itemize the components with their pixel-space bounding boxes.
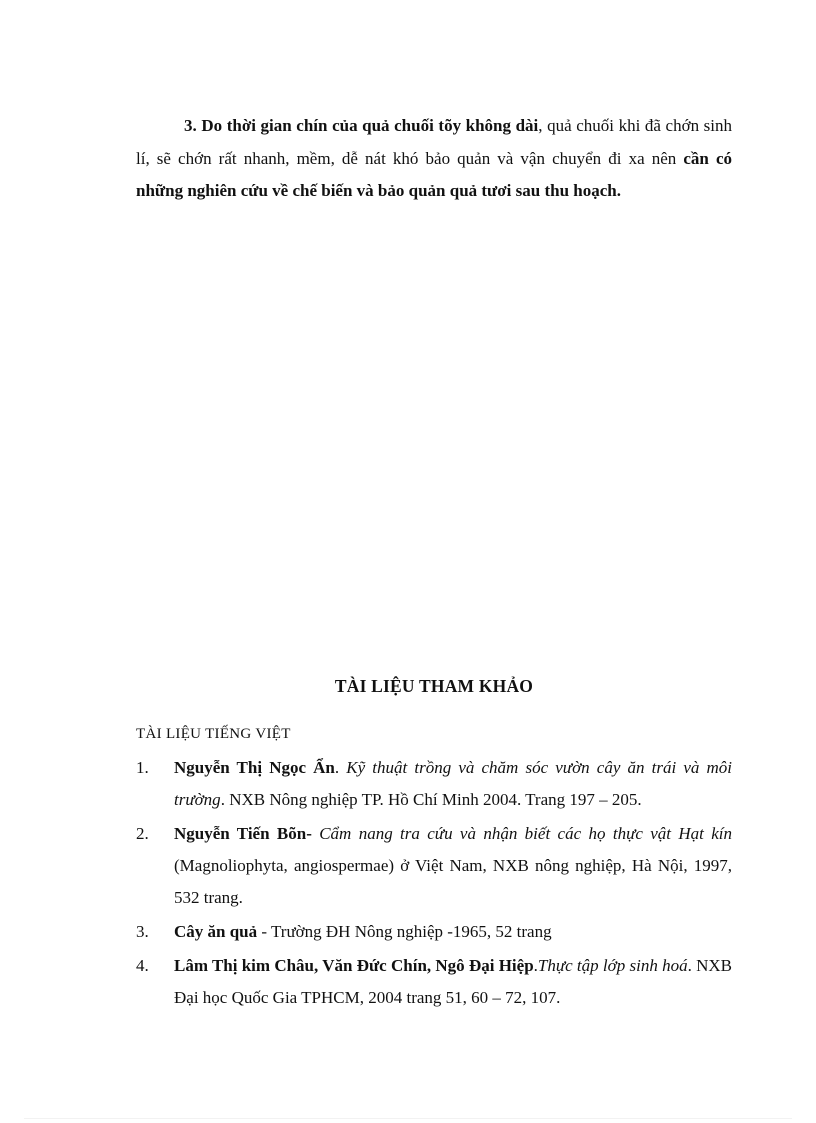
references-section-label: TÀI LIỆU TIẾNG VIỆT xyxy=(136,726,291,742)
reference-title: Cẩm nang tra cứu và nhận biết các họ thực vật Hạt kín xyxy=(319,824,732,843)
reference-item xyxy=(136,752,732,816)
paragraph-bold-lead: Do thời gian chín của quả chuối tõy không dài xyxy=(201,116,539,135)
references-title: TÀI LIỆU THAM KHẢO xyxy=(334,676,534,696)
conclusion-paragraph xyxy=(136,110,732,208)
reference-number: 3. xyxy=(136,922,149,941)
reference-separator: . xyxy=(334,758,347,777)
reference-author: Cây ăn quả xyxy=(174,922,258,941)
reference-separator: . xyxy=(533,956,538,975)
reference-details: . NXB Đại học Quốc Gia TPHCM, 2004 trang 51, 60 – 72, 107. xyxy=(174,956,732,1007)
reference-item xyxy=(136,950,732,1014)
reference-item xyxy=(136,916,732,948)
reference-author: Nguyễn Thị Ngọc Ẩn xyxy=(174,758,335,777)
reference-details: (Magnoliophyta, angiospermae) ở Việt Nam, NXB nông nghiệp, Hà Nội, 1997, 532 trang. xyxy=(174,856,732,907)
reference-list xyxy=(136,752,732,1016)
paragraph-text: , quả chuối khi đã chớn sinh lí, sẽ chớn rất nhanh, mềm, dễ nát khó bảo quản và vận chuyển đi xa nên xyxy=(136,116,732,168)
reference-number: 2. xyxy=(136,824,149,843)
reference-title: Kỹ thuật trồng và chăm sóc vườn cây ăn trái và môi trường xyxy=(174,758,733,809)
reference-author: Lâm Thị kim Châu, Văn Đức Chín, Ngô Đại Hiệp xyxy=(174,956,534,975)
reference-item xyxy=(136,818,732,914)
reference-number: 4. xyxy=(136,956,149,975)
reference-details: . NXB Nông nghiệp TP. Hồ Chí Minh 2004. Trang 197 – 205. xyxy=(220,790,642,809)
reference-title: Thực tập lớp sinh hoá xyxy=(537,956,688,975)
paragraph-bold-tail: cần có những nghiên cứu về chế biến và bảo quản quả tươi sau thu hoạch. xyxy=(136,148,732,200)
reference-number: 1. xyxy=(136,758,149,777)
reference-author: Nguyễn Tiến Bõn- xyxy=(174,824,312,843)
reference-details: - Trường ĐH Nông nghiệp -1965, 52 trang xyxy=(257,922,552,941)
page-bottom-divider xyxy=(24,1118,792,1119)
paragraph-number: 3. xyxy=(184,116,197,135)
